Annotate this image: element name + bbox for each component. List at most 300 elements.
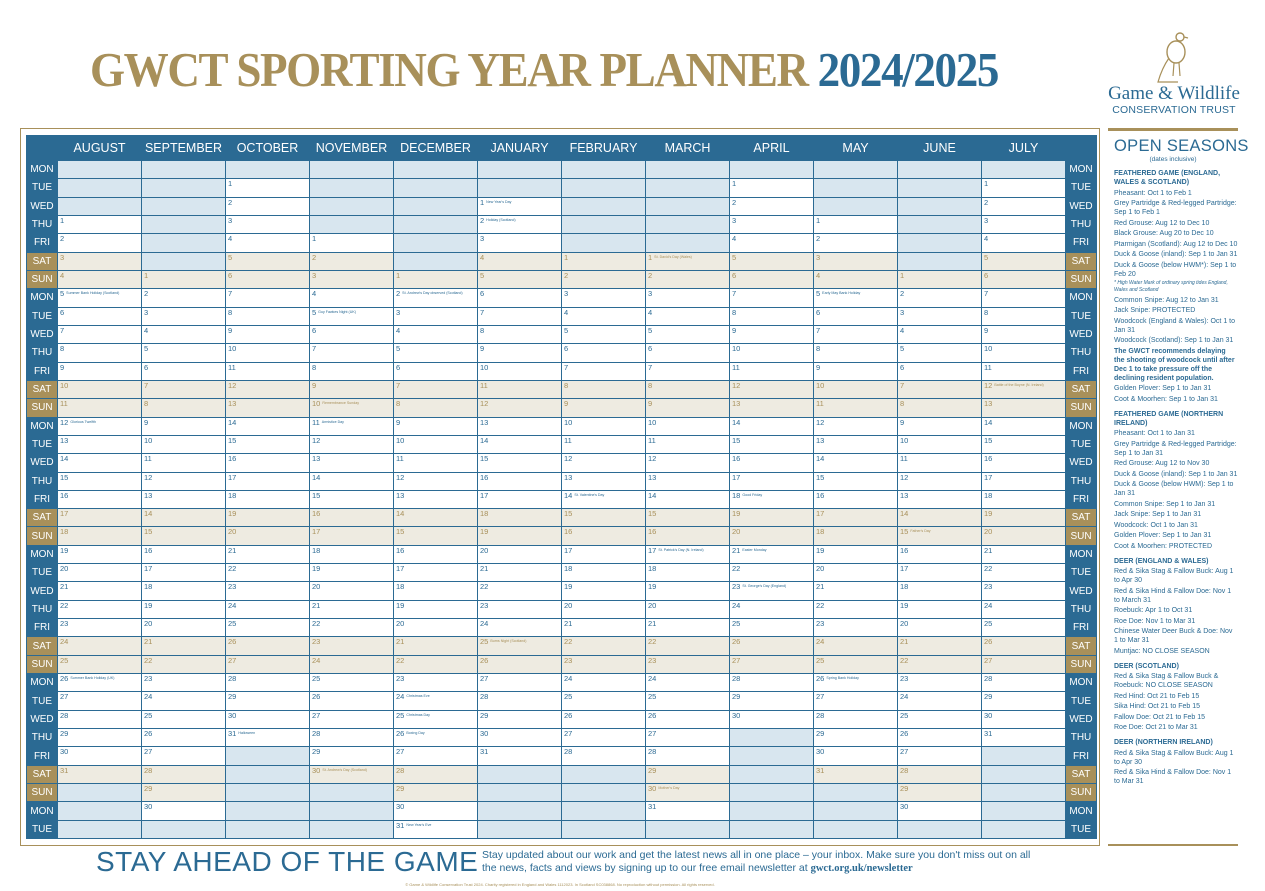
day-cell [562, 363, 645, 380]
day-number: 25 [816, 655, 825, 665]
day-cell [58, 344, 141, 361]
day-number: 27 [396, 747, 405, 757]
season-heading: DEER (NORTHERN IRELAND) [1114, 739, 1213, 746]
day-number: 1 [816, 215, 821, 225]
empty-cell [982, 161, 1065, 178]
day-cell [898, 711, 981, 728]
day-number: 8 [900, 399, 905, 409]
day-number: 21 [60, 582, 69, 592]
day-cell [646, 766, 729, 783]
holiday-label: St. David's Day (Wales) [654, 254, 692, 259]
day-number: 12 [900, 472, 909, 482]
day-number: 14 [900, 509, 909, 519]
day-number: 19 [648, 582, 657, 592]
day-number: 21 [984, 545, 993, 555]
day-cell [310, 234, 393, 251]
day-cell [814, 234, 897, 251]
empty-cell [562, 234, 645, 251]
day-cell [898, 802, 981, 819]
day-number: 22 [396, 655, 405, 665]
day-cell [898, 381, 981, 398]
day-number: 10 [480, 362, 489, 372]
day-number: 2 [816, 234, 821, 244]
day-number: 16 [816, 490, 825, 500]
day-cell [730, 399, 813, 416]
day-cell [730, 234, 813, 251]
day-number: 7 [732, 289, 737, 299]
day-number: 16 [312, 509, 321, 519]
day-number: 4 [648, 307, 653, 317]
day-number: 18 [60, 527, 69, 537]
weekday-label: FRI [1066, 747, 1096, 764]
month-header: SEPTEMBER [144, 141, 223, 155]
day-number: 30 [396, 802, 405, 812]
holiday-label: Easter Monday [742, 547, 767, 552]
day-number: 31 [480, 747, 489, 757]
weekday-label: THU [1066, 601, 1096, 618]
empty-cell [562, 766, 645, 783]
day-cell [898, 784, 981, 801]
weekday-label: SAT [1066, 381, 1096, 398]
holiday-label: St. Valentine's Day [574, 492, 605, 497]
day-number: 23 [900, 674, 909, 684]
day-cell [814, 216, 897, 233]
empty-cell [982, 747, 1065, 764]
empty-cell [226, 766, 309, 783]
empty-cell [562, 216, 645, 233]
day-cell [982, 216, 1065, 233]
holiday-label: New Year's Day [486, 199, 512, 204]
day-cell [142, 564, 225, 581]
day-number: 22 [144, 655, 153, 665]
day-cell [982, 344, 1065, 361]
day-number: 10 [60, 380, 69, 390]
weekday-label: MON [1066, 289, 1096, 306]
day-number: 7 [396, 380, 401, 390]
day-number: 22 [312, 619, 321, 629]
day-number: 17 [60, 509, 69, 519]
day-number: 5 [900, 344, 905, 354]
day-cell [646, 729, 729, 746]
day-cell [226, 216, 309, 233]
day-cell [394, 802, 477, 819]
empty-cell [814, 784, 897, 801]
month-header: JULY [1008, 141, 1039, 155]
day-cell [310, 674, 393, 691]
season-item: Duck & Goose (inland): Sep 1 to Jan 31 [1114, 470, 1238, 478]
day-cell [982, 527, 1065, 544]
day-cell [982, 179, 1065, 196]
day-cell [562, 418, 645, 435]
day-number: 9 [396, 417, 401, 427]
empty-cell [142, 161, 225, 178]
day-cell [310, 399, 393, 416]
day-number: 27 [564, 729, 573, 739]
day-cell [142, 289, 225, 306]
day-number: 3 [312, 270, 317, 280]
empty-cell [898, 198, 981, 215]
day-cell [226, 253, 309, 270]
day-cell [394, 637, 477, 654]
day-number: 17 [228, 472, 237, 482]
day-number: 24 [564, 674, 573, 684]
day-number: 30 [900, 802, 909, 812]
day-cell [142, 344, 225, 361]
day-cell [898, 582, 981, 599]
season-heading: FEATHERED GAME (ENGLAND, WALES & SCOTLAND) [1114, 170, 1221, 186]
day-number: 22 [564, 637, 573, 647]
day-number: 22 [648, 637, 657, 647]
day-cell [478, 711, 561, 728]
day-number: 19 [396, 600, 405, 610]
day-cell [898, 674, 981, 691]
day-cell [982, 271, 1065, 288]
day-number: 14 [144, 509, 153, 519]
day-number: 24 [480, 619, 489, 629]
day-number: 17 [144, 564, 153, 574]
day-number: 31 [648, 802, 657, 812]
day-number: 6 [228, 270, 233, 280]
day-cell [814, 454, 897, 471]
weekday-label: MON [27, 418, 57, 435]
holiday-label: Early May Bank Holiday [822, 291, 861, 296]
day-number: 2 [732, 197, 737, 207]
day-number: 8 [60, 344, 65, 354]
day-cell [898, 546, 981, 563]
day-cell [310, 601, 393, 618]
day-number: 24 [900, 692, 909, 702]
day-cell [982, 198, 1065, 215]
day-number: 26 [144, 729, 153, 739]
season-item: Fallow Doe: Oct 21 to Feb 15 [1114, 713, 1206, 721]
day-cell [478, 436, 561, 453]
day-number: 8 [816, 344, 821, 354]
day-number: 29 [60, 729, 69, 739]
day-number: 3 [648, 289, 653, 299]
day-cell [730, 546, 813, 563]
holiday-label: Good Friday [742, 492, 763, 497]
day-cell [142, 527, 225, 544]
day-number: 17 [900, 564, 909, 574]
day-cell [310, 582, 393, 599]
weekday-label: TUE [27, 692, 57, 709]
day-cell [646, 491, 729, 508]
day-number: 20 [732, 527, 741, 537]
empty-cell [58, 179, 141, 196]
day-cell [310, 711, 393, 728]
day-number: 11 [144, 454, 152, 464]
empty-cell [982, 821, 1065, 838]
day-cell [478, 363, 561, 380]
day-cell [226, 454, 309, 471]
day-cell [814, 363, 897, 380]
day-cell [730, 601, 813, 618]
weekday-label: WED [27, 198, 57, 215]
day-cell [478, 473, 561, 490]
day-number: 9 [60, 362, 65, 372]
day-number: 9 [228, 325, 233, 335]
day-cell [142, 802, 225, 819]
day-cell [730, 692, 813, 709]
day-cell [142, 271, 225, 288]
day-cell [814, 473, 897, 490]
day-cell [730, 656, 813, 673]
day-cell [898, 491, 981, 508]
day-cell [562, 271, 645, 288]
day-number: 27 [648, 729, 657, 739]
empty-cell [226, 747, 309, 764]
title-years: 2024/2025 [817, 42, 999, 97]
day-number: 18 [816, 527, 825, 537]
day-cell [646, 289, 729, 306]
header-corner [1066, 136, 1096, 160]
day-number: 1 [144, 270, 149, 280]
day-number: 23 [564, 655, 573, 665]
day-number: 28 [564, 747, 573, 757]
day-cell [730, 198, 813, 215]
day-number: 18 [900, 582, 909, 592]
day-number: 14 [480, 435, 489, 445]
day-number: 21 [480, 564, 489, 574]
weekday-label: TUE [1066, 436, 1096, 453]
day-cell [394, 747, 477, 764]
day-cell [562, 509, 645, 526]
day-cell [478, 289, 561, 306]
day-cell [478, 619, 561, 636]
season-item: Woodcock (England & Wales): Oct 1 to Jan 31 [1114, 317, 1235, 334]
empty-cell [142, 198, 225, 215]
day-number: 8 [564, 380, 569, 390]
day-number: 25 [564, 692, 573, 702]
day-cell [898, 399, 981, 416]
day-number: 12 [984, 380, 993, 390]
month-header: OCTOBER [236, 141, 299, 155]
day-cell [310, 509, 393, 526]
weekday-label: TUE [27, 436, 57, 453]
day-number: 26 [312, 692, 321, 702]
day-number: 26 [60, 674, 69, 684]
day-cell [730, 216, 813, 233]
empty-cell [58, 821, 141, 838]
day-cell [646, 747, 729, 764]
day-cell [562, 491, 645, 508]
empty-cell [58, 802, 141, 819]
weekday-label: THU [27, 473, 57, 490]
day-cell [898, 692, 981, 709]
day-number: 22 [60, 600, 69, 610]
day-cell [310, 473, 393, 490]
day-cell [226, 527, 309, 544]
day-number: 16 [480, 472, 489, 482]
day-number: 29 [312, 747, 321, 757]
day-number: 5 [648, 325, 653, 335]
day-cell [646, 674, 729, 691]
day-cell [982, 473, 1065, 490]
day-cell [730, 564, 813, 581]
day-cell [310, 546, 393, 563]
day-cell [58, 381, 141, 398]
weekday-label: MON [27, 546, 57, 563]
day-number: 4 [564, 307, 569, 317]
day-number: 8 [648, 380, 653, 390]
day-number: 21 [816, 582, 825, 592]
day-cell [58, 454, 141, 471]
day-cell [310, 253, 393, 270]
day-number: 8 [228, 307, 233, 317]
day-number: 23 [648, 655, 657, 665]
day-cell [394, 326, 477, 343]
day-number: 21 [396, 637, 405, 647]
day-cell [226, 198, 309, 215]
month-header: MAY [842, 141, 869, 155]
empty-cell [478, 821, 561, 838]
day-number: 18 [564, 564, 573, 574]
day-cell [394, 289, 477, 306]
holiday-label: Mother's Day [658, 786, 680, 791]
day-cell [814, 692, 897, 709]
day-number: 29 [480, 710, 489, 720]
weekday-label: SAT [27, 381, 57, 398]
day-cell [226, 619, 309, 636]
day-number: 12 [228, 380, 237, 390]
footer-text [482, 849, 1042, 875]
day-number: 29 [144, 784, 153, 794]
day-cell [646, 711, 729, 728]
day-cell [478, 326, 561, 343]
day-number: 15 [228, 435, 237, 445]
day-number: 13 [312, 454, 321, 464]
day-cell [646, 619, 729, 636]
season-item: Jack Snipe: PROTECTED [1114, 307, 1196, 314]
day-number: 4 [984, 234, 989, 244]
day-number: 12 [480, 399, 489, 409]
day-cell [142, 692, 225, 709]
day-number: 25 [648, 692, 657, 702]
day-cell [394, 381, 477, 398]
day-number: 27 [816, 692, 825, 702]
day-cell [58, 527, 141, 544]
day-cell [814, 491, 897, 508]
weekday-label: WED [1066, 198, 1096, 215]
day-number: 3 [564, 289, 569, 299]
day-number: 2 [480, 215, 485, 225]
day-number: 6 [312, 325, 317, 335]
day-number: 7 [228, 289, 233, 299]
day-cell [646, 363, 729, 380]
day-number: 7 [480, 307, 485, 317]
day-number: 5 [144, 344, 149, 354]
day-number: 16 [396, 545, 405, 555]
day-cell [310, 326, 393, 343]
day-number: 10 [984, 344, 993, 354]
day-cell [814, 637, 897, 654]
day-cell [478, 308, 561, 325]
day-cell [310, 619, 393, 636]
day-number: 22 [900, 655, 909, 665]
day-number: 17 [732, 472, 741, 482]
day-cell [58, 711, 141, 728]
weekday-label: SAT [27, 637, 57, 654]
weekday-label: MON [1066, 161, 1096, 178]
day-cell [562, 436, 645, 453]
day-number: 30 [60, 747, 69, 757]
day-cell [814, 711, 897, 728]
day-cell [142, 436, 225, 453]
day-cell [898, 564, 981, 581]
day-number: 21 [228, 545, 237, 555]
day-cell [982, 234, 1065, 251]
day-cell [646, 326, 729, 343]
day-cell [142, 619, 225, 636]
day-number: 7 [144, 380, 149, 390]
day-number: 11 [228, 362, 236, 372]
open-seasons-subtitle: (dates inclusive) [1149, 156, 1197, 163]
empty-cell [730, 161, 813, 178]
day-number: 1 [732, 179, 737, 189]
day-cell [310, 491, 393, 508]
empty-cell [814, 179, 897, 196]
day-number: 13 [648, 472, 657, 482]
day-cell [142, 454, 225, 471]
day-cell [646, 399, 729, 416]
day-cell [898, 766, 981, 783]
season-heading: DEER (SCOTLAND) [1114, 662, 1179, 670]
day-cell [310, 692, 393, 709]
day-cell [814, 381, 897, 398]
day-cell [226, 637, 309, 654]
month-header: JANUARY [490, 141, 549, 155]
day-cell [646, 271, 729, 288]
day-cell [814, 674, 897, 691]
empty-cell [394, 179, 477, 196]
holiday-label: Battle of the Boyne (N. Ireland) [994, 382, 1044, 387]
day-number: 27 [900, 747, 909, 757]
day-cell [142, 674, 225, 691]
day-cell [478, 454, 561, 471]
day-cell [142, 637, 225, 654]
day-number: 17 [480, 490, 489, 500]
day-number: 5 [312, 307, 317, 317]
day-number: 24 [396, 692, 405, 702]
day-cell [310, 747, 393, 764]
day-cell [226, 674, 309, 691]
day-number: 24 [312, 655, 321, 665]
empty-cell [310, 784, 393, 801]
day-cell [898, 289, 981, 306]
empty-cell [478, 179, 561, 196]
header-corner [27, 136, 57, 160]
day-cell [226, 363, 309, 380]
day-cell [142, 784, 225, 801]
day-number: 9 [480, 344, 485, 354]
day-cell [982, 363, 1065, 380]
day-cell [814, 619, 897, 636]
empty-cell [730, 747, 813, 764]
day-cell [226, 436, 309, 453]
day-number: 15 [144, 527, 153, 537]
day-cell [814, 656, 897, 673]
empty-cell [898, 216, 981, 233]
empty-cell [142, 821, 225, 838]
day-cell [310, 564, 393, 581]
day-number: 31 [60, 765, 69, 775]
day-cell [226, 582, 309, 599]
newsletter-link[interactable]: gwct.org.uk/newsletter [810, 863, 913, 874]
day-cell [562, 527, 645, 544]
day-number: 28 [732, 674, 741, 684]
day-number: 20 [984, 527, 993, 537]
day-number: 11 [564, 435, 572, 445]
